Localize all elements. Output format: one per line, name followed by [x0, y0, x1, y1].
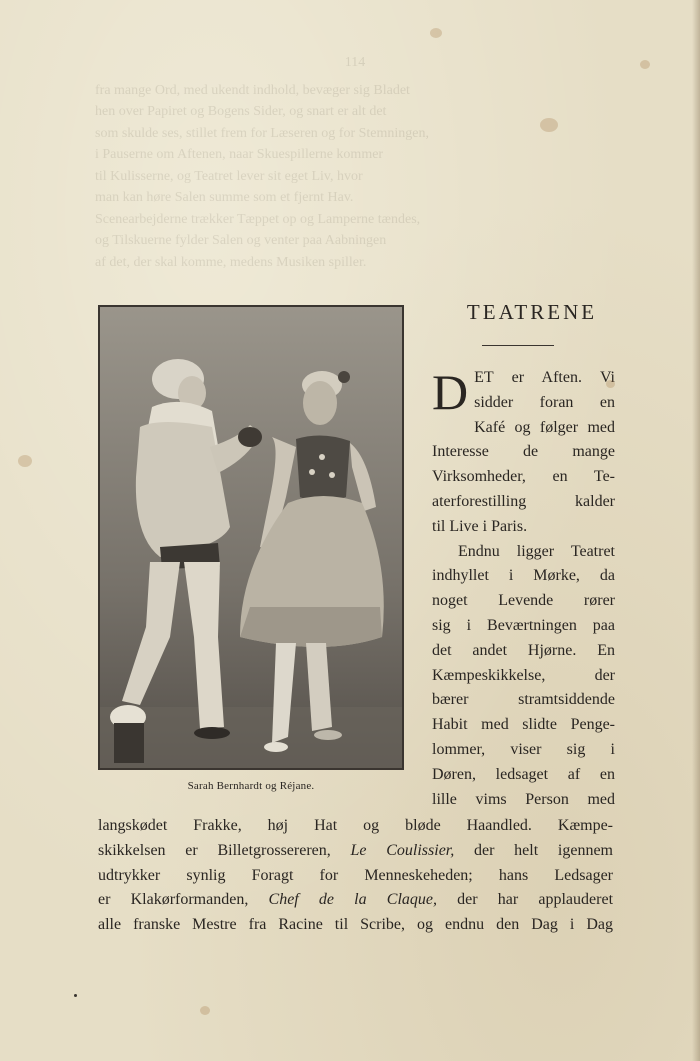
text-line: det andet Hjørne. En [432, 641, 615, 659]
foxing-spot [540, 118, 558, 132]
ghost-line: og Tilskuerne fylder Salen og venter paa Aabningen [95, 233, 387, 248]
text-line: bærer stramtsiddende [432, 691, 615, 709]
text-line [98, 814, 613, 839]
side-column-text [432, 366, 615, 812]
ghost-line: som skulde ses, stillet frem for Læseren og for Stemningen, [95, 125, 429, 141]
text-run: der helt igennem [454, 841, 614, 859]
text-line: Virksomheder, en Te- [432, 468, 615, 486]
text-line: sig i Beværtningen paa [432, 616, 615, 634]
foxing-spot [18, 455, 32, 467]
ghost-line: man kan høre Salen summe som et fjernt Hav. [95, 190, 354, 205]
text-line [98, 864, 613, 889]
text-run: er Klakørformanden, [98, 891, 269, 909]
text-line [98, 839, 613, 864]
photograph [98, 305, 404, 770]
text-run: der har applauderet [437, 891, 614, 909]
ghost-page-number: 114 [344, 55, 366, 70]
text-run: langskødet Frakke, høj Hat og bløde Haandled. Kæmpe- [98, 817, 613, 834]
text-line: til Live i Paris. [432, 517, 528, 535]
text-line: Døren, ledsaget af en [432, 765, 615, 783]
text-run: udtrykker synlig Foragt for Menneskeheden; hans Ledsager [98, 866, 613, 884]
text-line: noget Levende rører [432, 592, 615, 610]
text-line [98, 913, 613, 938]
drop-cap: D [432, 364, 469, 420]
text-line: lille vims Person med [432, 790, 615, 808]
foxing-spot [606, 380, 615, 388]
text-line: Kæmpeskikkelse, der [432, 666, 615, 684]
chapter-title: TEATRENE [466, 300, 598, 324]
foxing-spot [200, 1006, 210, 1015]
ghost-line: af det, der skal komme, medens Musiken spiller. [95, 254, 367, 270]
ink-dot [74, 994, 77, 997]
foxing-spot [430, 28, 442, 38]
text-run: alle franske Mestre fra Racine til Scribe, og endnu den Dag i Dag [98, 916, 613, 934]
italic-term: Chef de la Claque, [268, 891, 438, 909]
foxing-spot [640, 60, 650, 69]
bleed-through-text [95, 52, 615, 273]
italic-term: Le Coulissier, [350, 841, 455, 859]
text-line: Habit med slidte Penge- [432, 716, 615, 734]
text-line: Endnu ligger Teatret [458, 542, 615, 560]
photograph-figures [100, 307, 402, 768]
title-divider [482, 345, 554, 346]
text-line: ET er Aften. Vi [474, 369, 615, 386]
full-width-text [98, 814, 613, 938]
text-line: lommer, viser sig i [432, 740, 615, 758]
photo-caption: Sarah Bernhardt og Réjane. [187, 780, 315, 792]
text-line: sidder foran en [474, 393, 615, 411]
ghost-line: hen over Papiret og Bogens Sider, og snart er alt det [95, 104, 387, 119]
ghost-line: Scenearbejderne trækker Tæppet op og Lamperne tændes, [95, 211, 421, 227]
text-line: aterforestilling kalder [432, 492, 615, 510]
ghost-line: til Kulisserne, og Teatret lever sit eget Liv, hvor [95, 168, 363, 184]
ghost-line: fra mange Ord, med ukendt indhold, bevæger sig Bladet [95, 82, 410, 98]
ghost-line: i Pauserne om Aftenen, naar Skuespillerne kommer [95, 147, 384, 162]
text-line: indhyllet i Mørke, da [432, 567, 615, 585]
text-line: Kafé og følger med [474, 418, 615, 436]
page-edge-shadow [692, 0, 700, 1061]
text-run: skikkelsen er Billetgrossereren, [98, 841, 351, 859]
text-line: Interesse de mange [432, 443, 615, 461]
text-line [98, 888, 613, 913]
